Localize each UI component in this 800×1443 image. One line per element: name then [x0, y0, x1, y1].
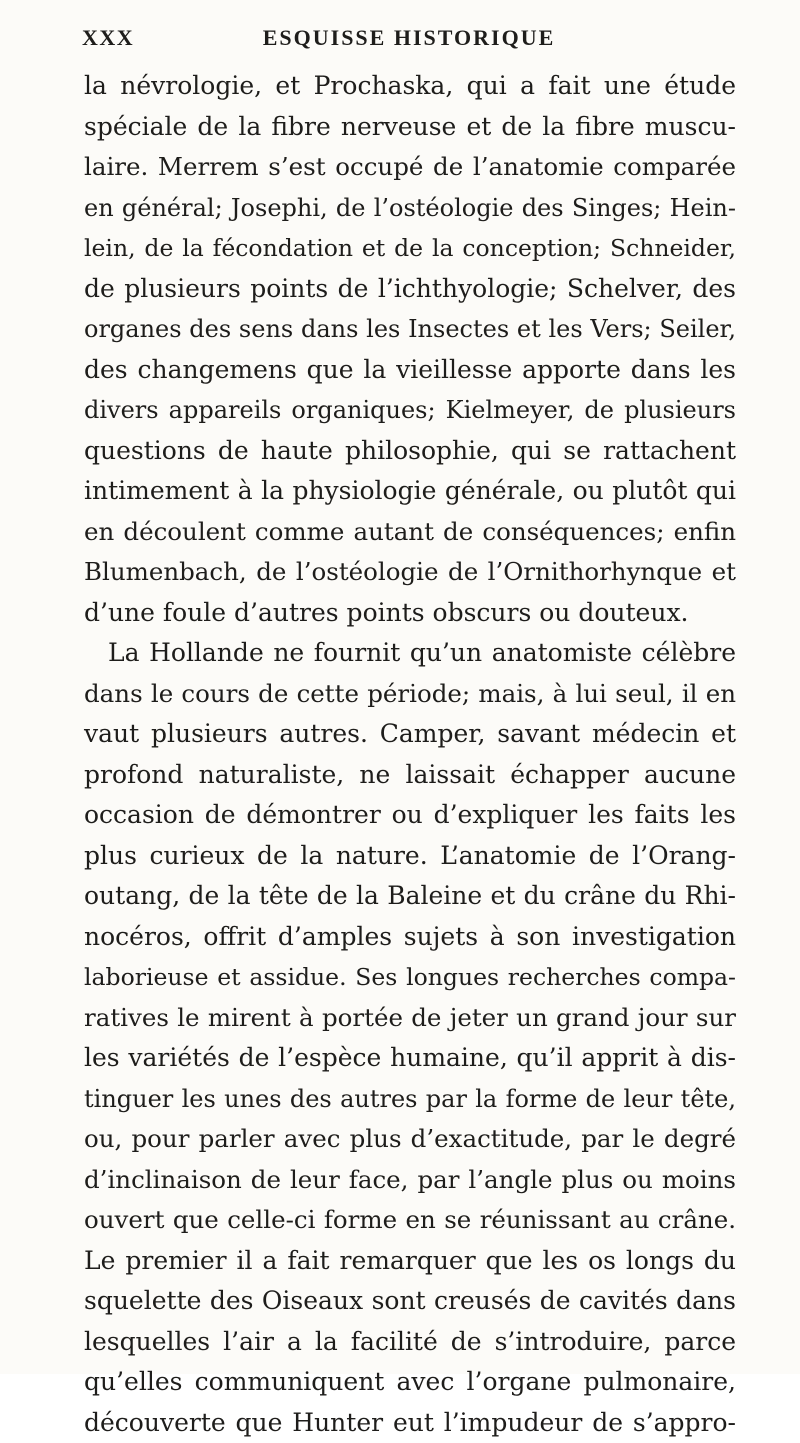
text-line-12: en découlent comme autant de conséquences; enfin: [84, 512, 736, 553]
text-line-26: tinguer les unes des autres par la forme de leur tête,: [84, 1079, 736, 1120]
body-text: [84, 66, 736, 1443]
text-line-34: découverte que Hunter eut l’impudeur de s’appro-: [84, 1403, 736, 1443]
page-number: XXX: [82, 25, 152, 51]
text-line-2: spéciale de la fibre nerveuse et de la fibre muscu-: [84, 107, 736, 148]
running-head: [82, 18, 736, 58]
text-line-18: profond naturaliste, ne laissait échapper aucune: [84, 755, 736, 796]
text-line-10: questions de haute philosophie, qui se rattachent: [84, 431, 736, 472]
text-line-8: des changemens que la vieillesse apporte dans les: [84, 350, 736, 391]
text-line-23: laborieuse et assidue. Ses longues recherches compa-: [84, 957, 736, 998]
text-line-6: de plusieurs points de l’ichthyologie; Schelver, des: [84, 269, 736, 310]
text-line-17: vaut plusieurs autres. Camper, savant médecin et: [84, 714, 736, 755]
text-line-29: ouvert que celle-ci forme en se réunissant au crâne.: [84, 1200, 736, 1241]
text-line-21: outang, de la tête de la Baleine et du crâne du Rhi-: [84, 876, 736, 917]
text-line-28: d’inclinaison de leur face, par l’angle plus ou moins: [84, 1160, 736, 1201]
text-line-11: intimement à la physiologie générale, ou plutôt qui: [84, 471, 736, 512]
text-line-27: ou, pour parler avec plus d’exactitude, par le degré: [84, 1119, 736, 1160]
text-line-15: La Hollande ne fournit qu’un anatomiste célèbre: [84, 633, 736, 674]
text-line-1: la névrologie, et Prochaska, qui a fait une étude: [84, 66, 736, 107]
text-line-24: ratives le mirent à portée de jeter un grand jour sur: [84, 998, 736, 1039]
text-line-30: Le premier il a fait remarquer que les os longs du: [84, 1241, 736, 1282]
text-line-16: dans le cours de cette période; mais, à lui seul, il en: [84, 674, 736, 715]
text-line-13: Blumenbach, de l’ostéologie de l’Ornithorhynque et: [84, 552, 736, 593]
text-line-4: en général; Josephi, de l’ostéologie des Singes; Hein-: [84, 188, 736, 229]
text-line-5: lein, de la fécondation et de la conception; Schneider,: [84, 228, 736, 269]
text-line-20: plus curieux de la nature. L’anatomie de l’Orang-: [84, 836, 736, 877]
text-line-31: squelette des Oiseaux sont creusés de cavités dans: [84, 1281, 736, 1322]
text-line-32: lesquelles l’air a la facilité de s’introduire, parce: [84, 1322, 736, 1363]
text-line-3: laire. Merrem s’est occupé de l’anatomie comparée: [84, 147, 736, 188]
text-line-7: organes des sens dans les Insectes et les Vers; Seiler,: [84, 309, 736, 350]
text-line-9: divers appareils organiques; Kielmeyer, de plusieurs: [84, 390, 736, 431]
text-line-14: d’une foule d’autres points obscurs ou douteux.: [84, 593, 736, 634]
text-line-22: nocéros, offrit d’amples sujets à son investigation: [84, 917, 736, 958]
text-line-19: occasion de démontrer ou d’expliquer les faits les: [84, 795, 736, 836]
text-line-25: les variétés de l’espèce humaine, qu’il apprit à dis-: [84, 1038, 736, 1079]
text-line-33: qu’elles communiquent avec l’organe pulmonaire,: [84, 1362, 736, 1403]
running-title: ESQUISSE HISTORIQUE: [152, 25, 736, 51]
